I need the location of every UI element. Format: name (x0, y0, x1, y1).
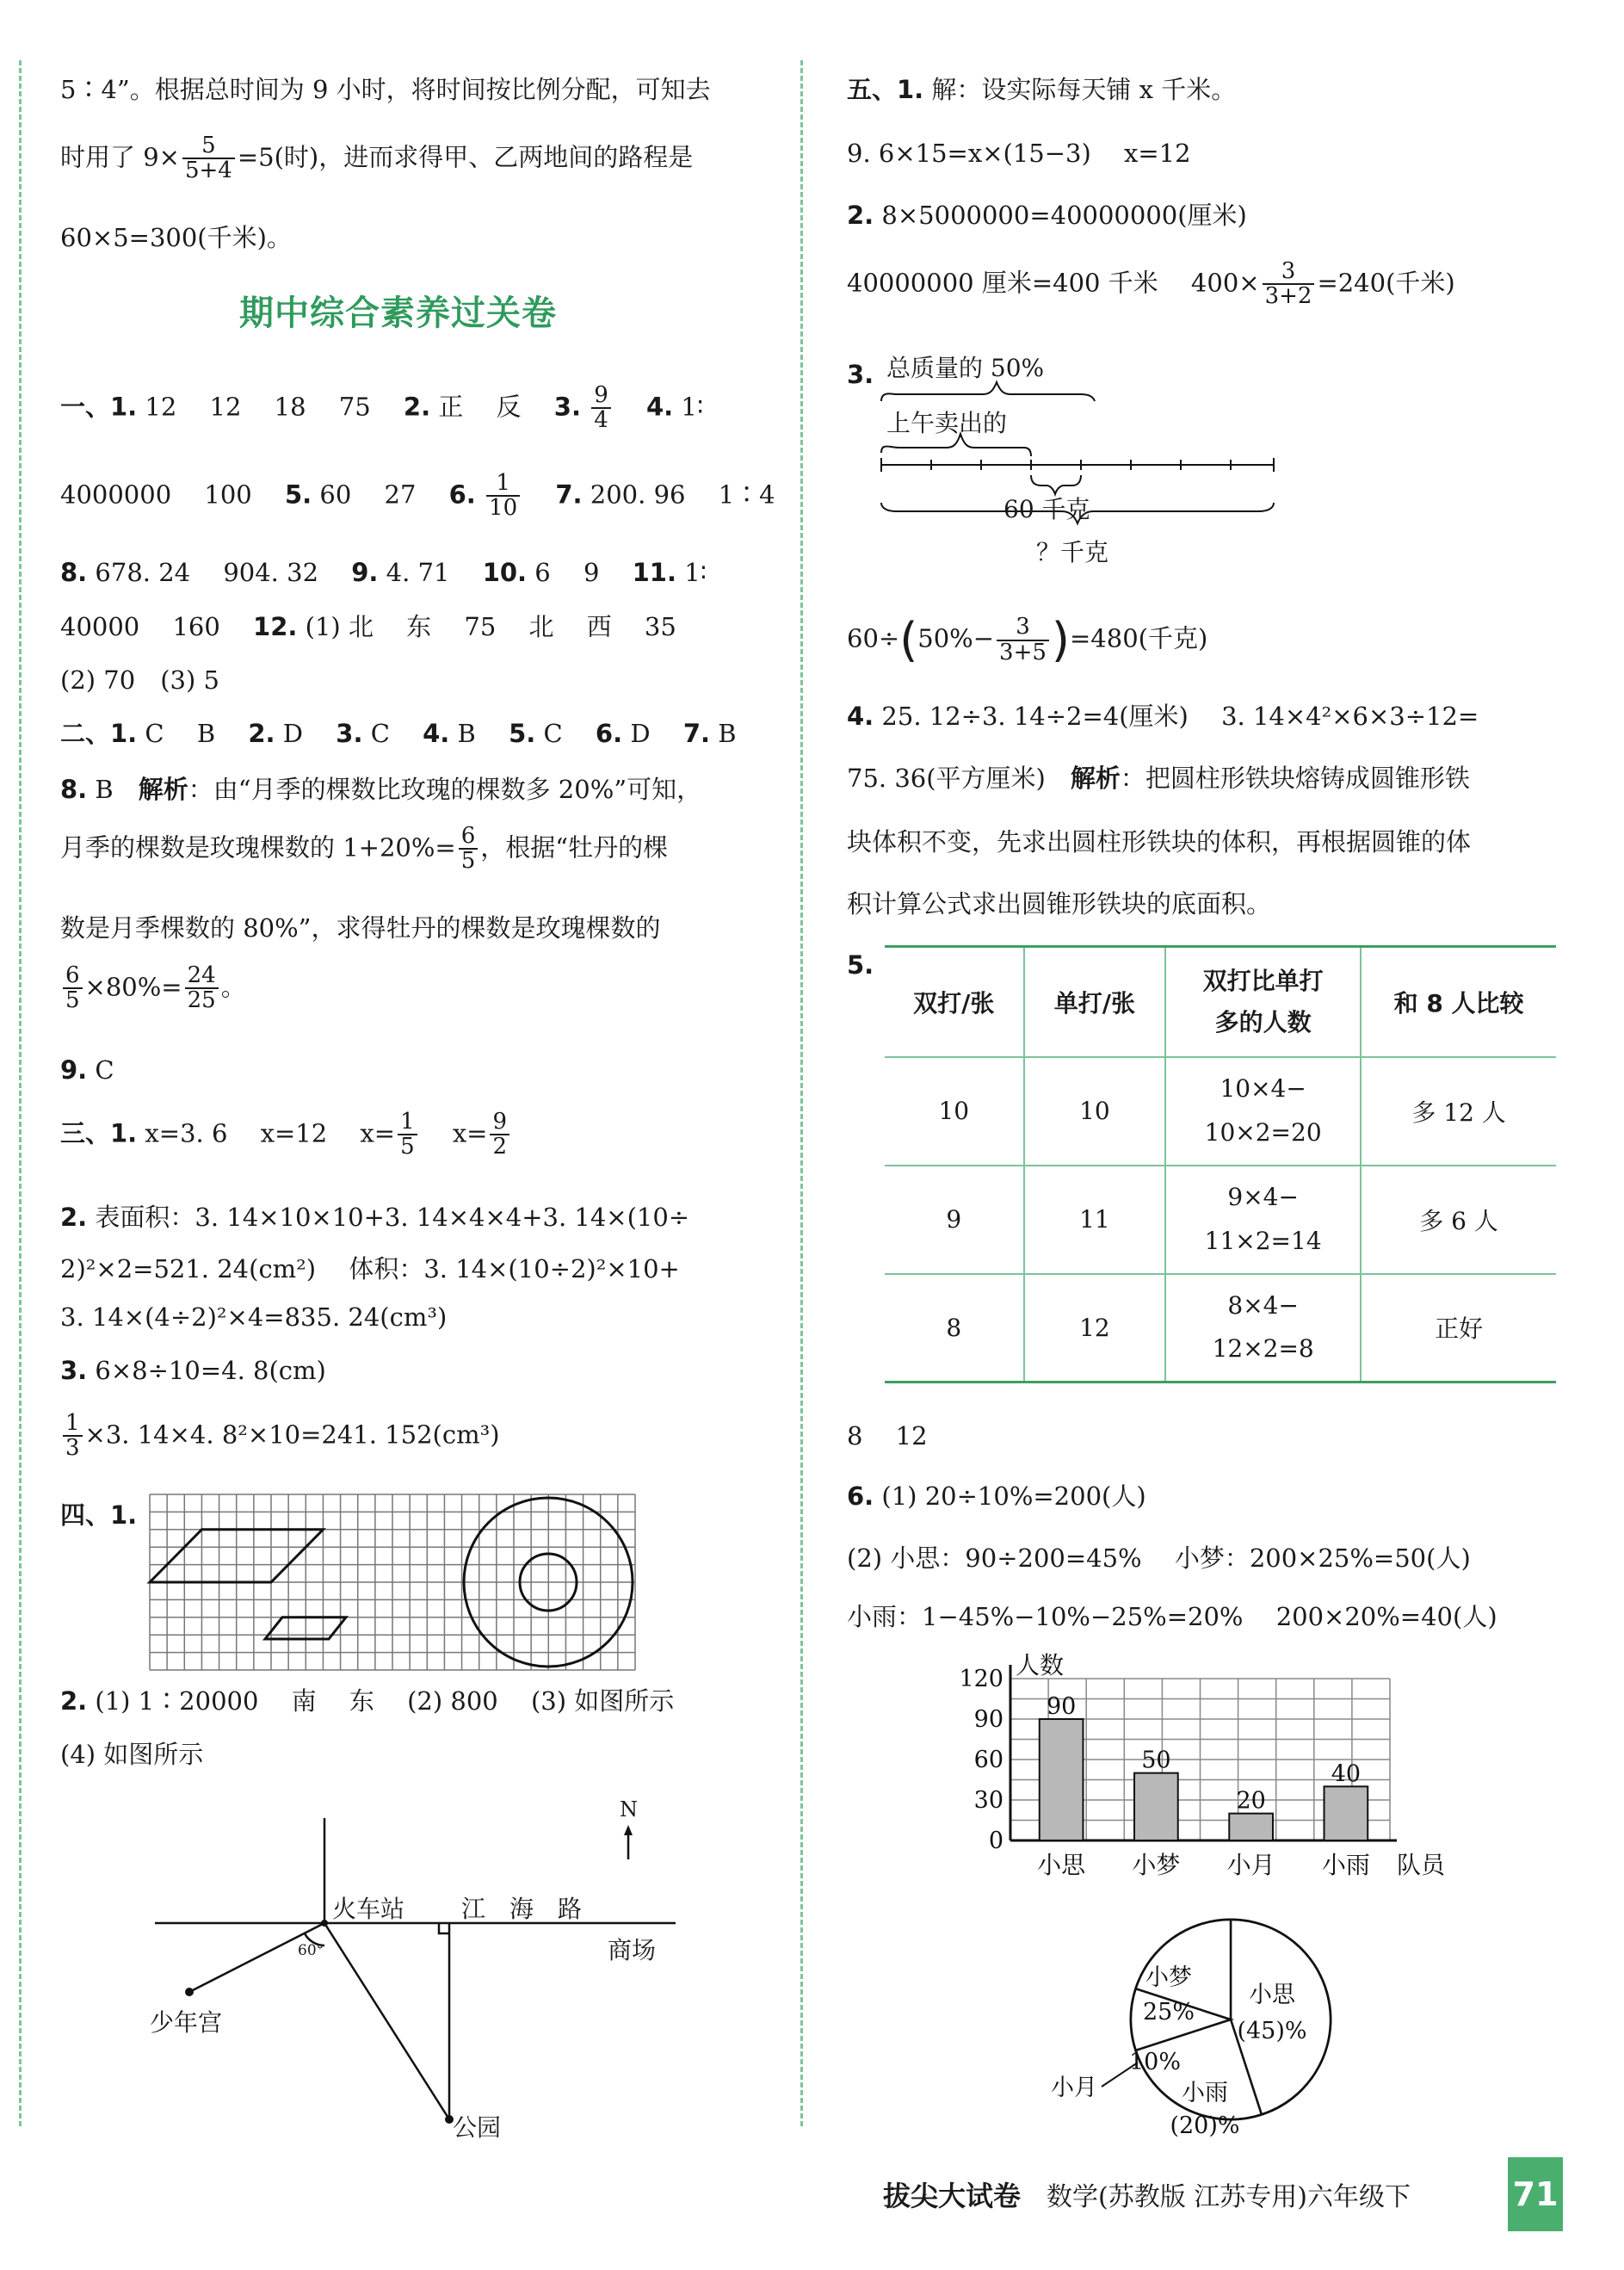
data-label: 50 (1141, 1747, 1171, 1774)
table-row: 9 11 9×4− 11×2=14 多 6 人 (885, 1166, 1556, 1274)
bar (1325, 1786, 1368, 1840)
answer-line: 6. (1) 20÷10%=200(人) (847, 1481, 1146, 1511)
grid-figure (150, 1494, 635, 1670)
column-divider (800, 60, 803, 2126)
x-tick-label: 小雨 (1321, 1851, 1370, 1879)
footer-brand: 拔尖大试卷 (883, 2180, 1022, 2212)
mall-label: 商场 (608, 1936, 657, 1964)
fraction: $\frac{24}{25}$ (185, 964, 219, 1013)
x-tick-label: 小月 (1226, 1851, 1275, 1879)
table-header: 单打/张 (1024, 947, 1166, 1057)
fraction: $\frac{1}{3}$ (63, 1412, 83, 1461)
answer-line: 2. 8×5000000=40000000(厘米) (847, 201, 1247, 230)
fraction: $\frac{5}{5+4}$ (182, 134, 235, 183)
pie-name-label: 小思 (1249, 1982, 1295, 2008)
answer-line: (2) 小思：90÷200=45% 小梦：200×25%=50(人) (847, 1543, 1471, 1573)
x-tick-label: 小梦 (1132, 1851, 1181, 1879)
answer-line: 2. 表面积：3. 14×10×10+3. 14×4×4+3. 14×(10÷ (60, 1203, 690, 1232)
north-arrow-head (624, 1825, 633, 1835)
answer-line: 40000000 厘米=400 千米 400× $\frac{3}{3+2}$ =240(千米) (847, 258, 1455, 310)
answer-line: 60÷(50%− $\frac{3}{3+5}$ )=480(千克) (847, 613, 1208, 667)
x-axis-label: 队员 (1397, 1851, 1446, 1879)
pie-value-label: (45)% (1237, 2018, 1307, 2044)
answer-line: 四、1. (60, 1500, 138, 1530)
y-tick-label: 90 (973, 1706, 1003, 1733)
text-line: 60×5=300(千米)。 (60, 223, 292, 252)
answer-line: 3. (847, 360, 874, 389)
palace-label: 少年宫 (150, 2008, 223, 2037)
answer-line: 块体积不变，先求出圆柱形铁块的体积，再根据圆锥的体 (847, 827, 1472, 857)
bar (1229, 1814, 1273, 1840)
answer-line: 9. C (60, 1055, 114, 1085)
pie-name-label: 小月 (1051, 2075, 1097, 2101)
fraction: $\frac{3}{3+2}$ (1263, 260, 1315, 309)
pie-value-label: (20)% (1170, 2112, 1240, 2139)
answer-line: 75. 36(平方厘米) 解析：把圆柱形铁块熔铸成圆锥形铁 (847, 764, 1470, 793)
section-title: 期中综合素养过关卷 (239, 294, 557, 333)
bar (1134, 1773, 1178, 1840)
answer-line: (4) 如图所示 (60, 1740, 204, 1769)
segment-label-half: 总质量的 50% (886, 354, 1045, 382)
answer-line: 4. 25. 12÷3. 14÷2=4(厘米) 3. 14×4²×6×3÷12= (847, 702, 1479, 731)
answer-line: 5. (847, 950, 874, 980)
answer-line: $\frac{6}{5}$ ×80%= $\frac{24}{25}$ 。 (60, 964, 246, 1013)
y-tick-label: 0 (988, 1828, 1003, 1854)
bar (1040, 1719, 1084, 1840)
table-row: 10 10 10×4− 10×2=20 多 12 人 (885, 1057, 1556, 1166)
text-line: 5∶4”。根据总时间为 9 小时，将时间按比例分配，可知去 (60, 75, 711, 104)
answer-line: 9. 6×15=x×(15−3) x=12 (847, 139, 1191, 168)
fraction: $\frac{1}{5}$ (398, 1110, 417, 1160)
angle-label: 60° (298, 1942, 324, 1959)
answer-line: 2. (1) 1∶20000 南 东 (2) 800 (3) 如图所示 (60, 1686, 675, 1716)
segment-label-unknown: ？千克 (1036, 538, 1109, 566)
segment-label-60kg: 60 千克 (1003, 495, 1090, 523)
answer-line: 一、1. 12 12 18 75 2. 正 反 3. $\frac{9}{4}$ 4. 1∶ (60, 382, 704, 434)
answer-line: 二、1. C B 2. D 3. C 4. B 5. C 6. D 7. B (60, 719, 737, 748)
y-tick-label: 120 (959, 1666, 1003, 1692)
data-label: 90 (1046, 1693, 1077, 1720)
left-margin-guide (19, 60, 22, 2126)
pie-chart (1051, 1918, 1351, 2142)
y-tick-label: 30 (973, 1787, 1003, 1814)
footer-subject: 数学(苏教版 江苏专用)六年级下 (1047, 2182, 1411, 2212)
answer-line: 3. 14×(4÷2)²×4=835. 24(cm³) (60, 1302, 448, 1332)
answer-line: 小雨：1−45%−10%−25%=20% 200×20%=40(人) (847, 1602, 1497, 1631)
answer-line: 2)²×2=521. 24(cm²) 体积：3. 14×(10÷2)²×10+ (60, 1254, 680, 1283)
fraction: $\frac{9}{2}$ (490, 1110, 509, 1160)
pie-value-label: 25% (1142, 1999, 1195, 2026)
road-label: 江 海 路 (461, 1895, 583, 1923)
data-label: 20 (1236, 1787, 1266, 1815)
data-label: 40 (1331, 1760, 1362, 1788)
text-line: 时用了 9× $\frac{5}{5+4}$ =5(时)，进而求得甲、乙两地间的路程是 (60, 133, 694, 184)
fraction: $\frac{1}{10}$ (486, 472, 520, 521)
answer-line: 月季的棵数是玫瑰棵数的 1+20%= $\frac{6}{5}$ ，根据“牡丹的棵 (60, 823, 669, 875)
answer-line: 三、1. x=3. 6 x=12 x= $\frac{1}{5}$ x= $\frac{9}{2}$ (60, 1110, 512, 1160)
table-header: 双打比单打 多的人数 (1165, 947, 1361, 1057)
answer-line: 积计算公式求出圆锥形铁块的底面积。 (847, 889, 1272, 919)
fraction: $\frac{6}{5}$ (459, 825, 479, 874)
table-header: 和 8 人比较 (1361, 947, 1556, 1057)
answer-line: 五、1. 解：设实际每天铺 x 千米。 (847, 75, 1237, 104)
answer-line: (2) 70 (3) 5 (60, 665, 219, 695)
x-tick-label: 小思 (1037, 1851, 1086, 1879)
answer-line: 8. 678. 24 904. 32 9. 4. 71 10. 6 9 11. 1∶ (60, 558, 707, 587)
fraction: $\frac{3}{3+5}$ (997, 615, 1049, 665)
park-label: 公园 (453, 2113, 502, 2142)
answer-line: 40000 160 12. (1) 北 东 75 北 西 35 (60, 612, 676, 641)
footer (883, 2174, 1411, 2214)
answer-line: $\frac{1}{3}$ ×3. 14×4. 8²×10=241. 152(cm³) (60, 1412, 500, 1461)
page-number: 71 (1508, 2157, 1563, 2231)
fraction: $\frac{9}{4}$ (591, 384, 611, 433)
station-label: 火车站 (332, 1895, 405, 1923)
answer-line: 数是月季棵数的 80%”，求得牡丹的棵数是玫瑰棵数的 (60, 913, 661, 943)
pie-name-label: 小雨 (1182, 2080, 1228, 2106)
bar-chart (955, 1653, 1472, 1902)
answer-line: 8. B 解析：由“月季的棵数比玫瑰的棵数多 20%”可知， (60, 775, 702, 804)
north-label: N (620, 1797, 638, 1822)
answer-table (885, 945, 1556, 1383)
y-axis-label: 人数 (1016, 1651, 1065, 1679)
pie-value-label: 10% (1128, 2049, 1182, 2075)
answer-line: 4000000 100 5. 60 27 6. $\frac{1}{10}$ 7. 200. 96 1∶4 (60, 470, 775, 522)
answer-line: 8 12 (847, 1421, 928, 1450)
answer-line: 3. 6×8÷10=4. 8(cm) (60, 1356, 326, 1385)
segment-label-morning: 上午卖出的 (886, 409, 1008, 437)
pie-name-label: 小梦 (1145, 1964, 1192, 1991)
fraction: $\frac{6}{5}$ (63, 964, 83, 1013)
y-tick-label: 60 (973, 1747, 1003, 1773)
table-header: 双打/张 (885, 947, 1024, 1057)
table-row: 8 12 8×4− 12×2=8 正好 (885, 1274, 1556, 1382)
